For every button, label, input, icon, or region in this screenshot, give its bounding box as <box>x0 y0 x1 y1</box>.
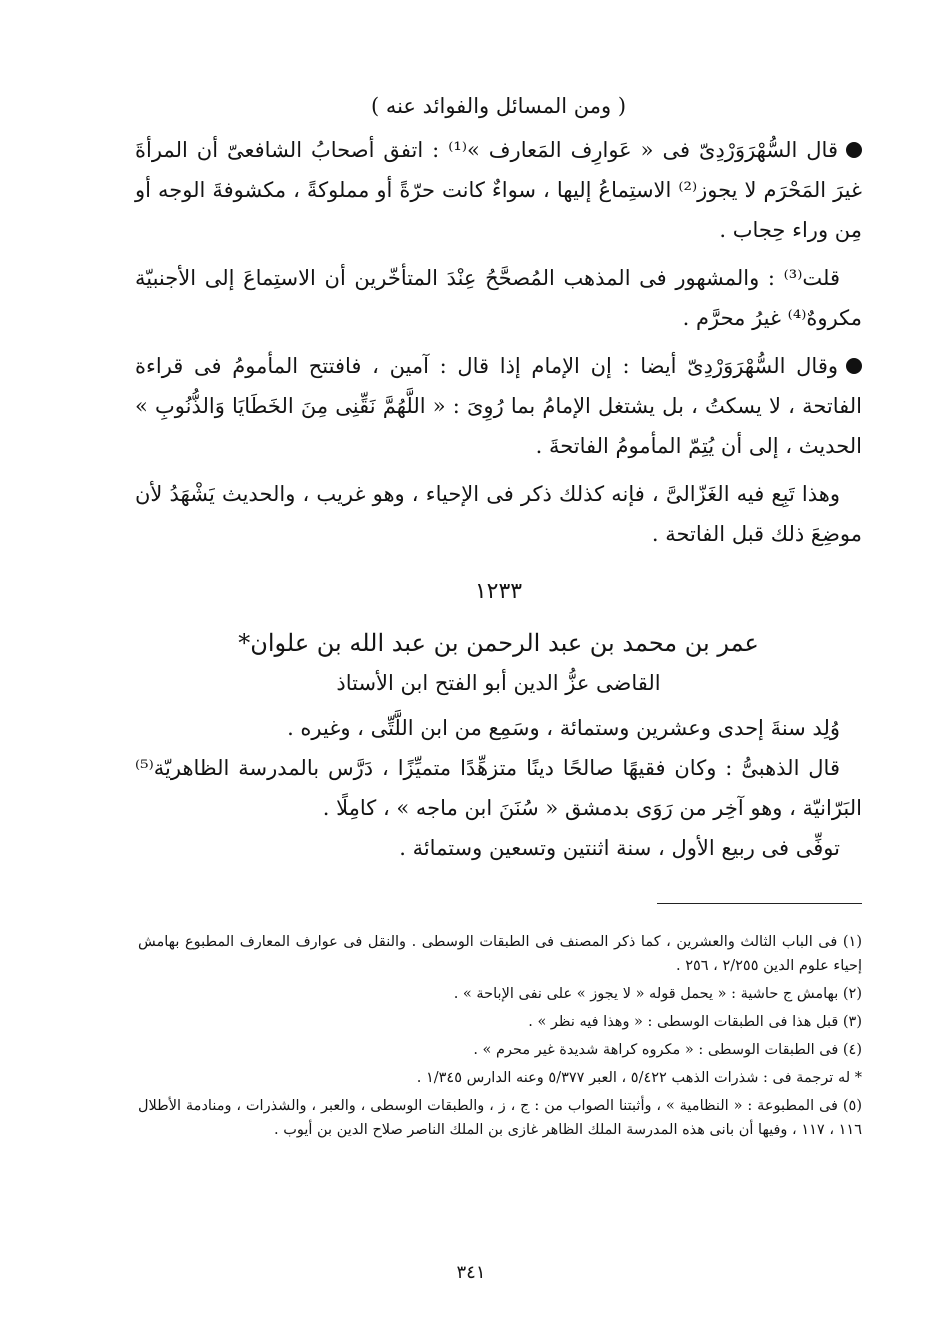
footnote-2: (٢) بهامش ج حاشية : « يحمل قوله « لا يجوز » على نفى الإباحة » . <box>453 986 862 1002</box>
main-text <box>135 86 862 868</box>
bullet-icon <box>846 142 862 158</box>
entry-title: القاضى عزُّ الدين أبو الفتح ابن الأستاذ <box>336 671 661 695</box>
paragraph-3 <box>135 346 862 466</box>
footnotes <box>138 930 862 1146</box>
footnote-1: (١) فى الباب الثالث والعشرين ، كما ذكر المصنف فى الطبقات الوسطى . والنقل فى عوارف المعارف المطبوع بهامش إحياء علوم الدين ٢/٢٥٥ ، ٢٥٦ . <box>138 934 862 974</box>
page-number: ٣٤١ <box>456 1262 486 1283</box>
footnote-5: (٥) فى المطبوعة : « النظامية » ، وأثبتنا الصواب من : ج ، ز ، والطبقات الوسطى ، والعبر ، والشذرات ، ومنادمة الأطلال ١١٦ ، ١١٧ ، وفيها أن بانى هذه المدرسة الملك الظاهر غازى بن الملك الناصر صلاح الدين بن أيوب . <box>138 1098 862 1138</box>
entry-name: عمر بن محمد بن عبد الرحمن بن عبد الله بن علوان* <box>238 629 759 657</box>
bio-line: وُلِد سنةَ إحدى وعشرين وستمائة ، وسَمِع من ابن اللَّتِّى ، وغيره . <box>287 716 840 740</box>
paragraph-4: وهذا تَبِع فيه الغَزّالىَّ ، فإنه كذلك ذكر فى الإحياء ، وهو غريب ، والحديث يَشْهَدُ لأن موضِعَ ذلك قبل الفاتحة . <box>135 482 862 546</box>
paragraph-2: قلت⁽³⁾ : والمشهور فى المذهب المُصحَّحُ عِنْدَ المتأخّرين أن الاستِماعَ إلى الأجنبيّة مكروهٌ⁽⁴⁾ غيرُ محرَّم . <box>135 266 862 330</box>
paragraph-1-text: قال السُّهْرَوَرْدِىّ فى « عَوارِف المَعارف »⁽¹⁾ : اتفق أصحابُ الشافعىّ أن المرأةَ غيرَ المَحْرَم لا يجوز⁽²⁾ الاستِماعُ إليها ، سواءٌ كانت حرّةً أو مملوكةً ، مكشوفةَ الوجه أو مِن وراء حِجاب . <box>135 138 862 242</box>
paragraph-3-text: وقال السُّهْرَوَرْدِىّ أيضا : إن الإمام إذا قال : آمين ، فافتتح المأمومُ فى قراءة الفاتحة ، لا يسكتُ ، بل يشتغل الإمامُ بما رُوِىَ : « اللَّهُمَّ نَقِّنِى مِنَ الخَطَايَا وَالذُّنُوبِ » الحديث ، إلى أن يُتِمّ المأمومُ الفاتحةَ . <box>135 354 862 458</box>
bullet-icon <box>846 358 862 374</box>
footnote-biography-sources: * له ترجمة فى : شذرات الذهب ٥/٤٢٢ ، العبر ٥/٣٧٧ وعنه الدارس ١/٣٤٥ . <box>416 1070 862 1086</box>
bio-line: قال الذهبىُّ : وكان فقيهًا صالحًا دينًا متزهِّدًا متميِّزًا ، دَرَّس بالمدرسة الظاهريّة⁽⁵⁾ البَرّانيّة ، وهو آخِر من رَوَى بدمشق « سُنَنَ ابن ماجه » ، كامِلًا . <box>135 756 862 820</box>
footnote-divider <box>657 903 862 904</box>
section-heading: ( ومن المسائل والفوائد عنه ) <box>370 94 627 118</box>
entry-number: ١٢٣٣ <box>474 579 523 604</box>
bio-line: توفِّى فى ربيع الأول ، سنة اثنتين وتسعين وستمائة . <box>399 836 840 860</box>
footnote-4: (٤) فى الطبقات الوسطى : « مكروه كراهة شديدة غير محرم » . <box>473 1042 862 1058</box>
paragraph-1 <box>135 130 862 250</box>
footnote-3: (٣) قبل هذا فى الطبقات الوسطى : « وهذا فيه نظر » . <box>528 1014 862 1030</box>
entry-biography <box>135 708 862 868</box>
